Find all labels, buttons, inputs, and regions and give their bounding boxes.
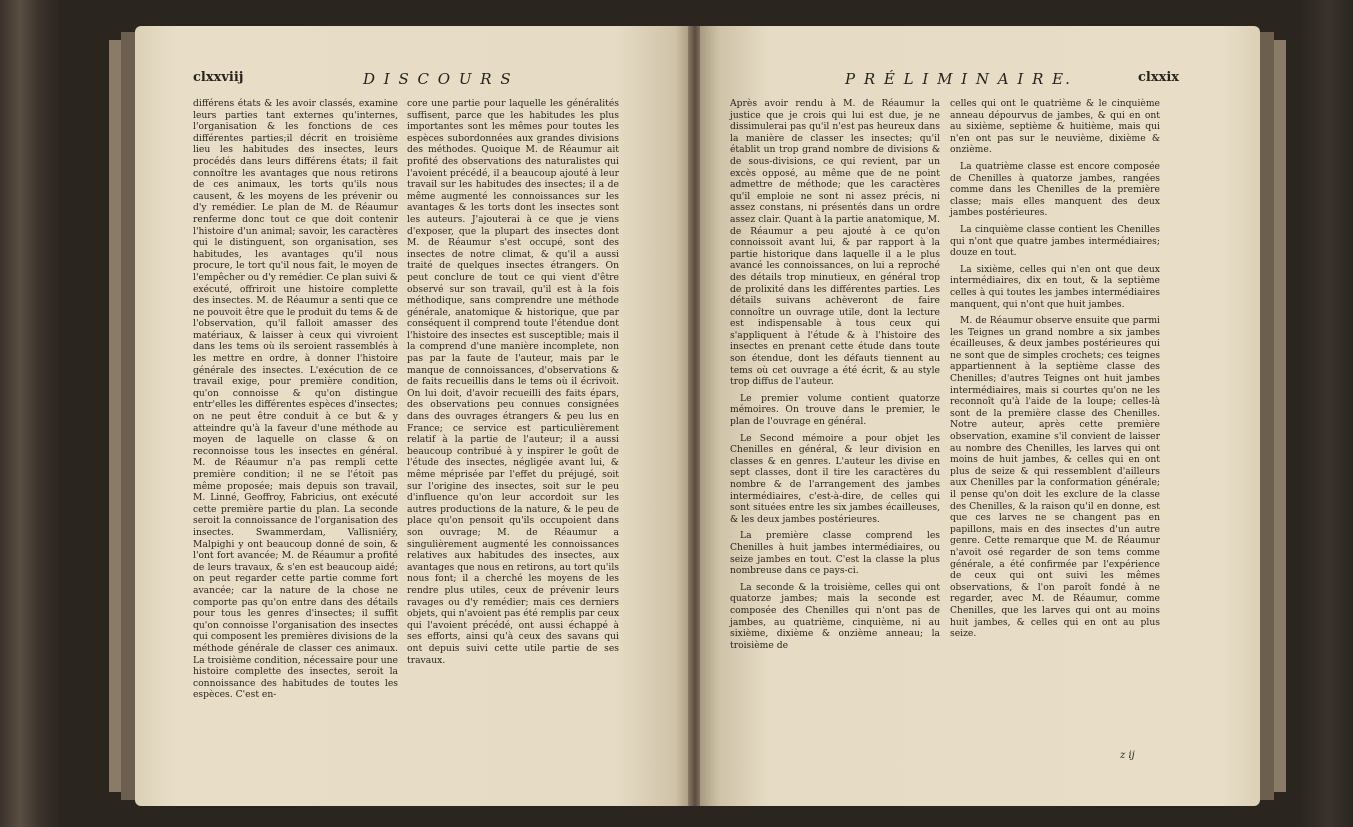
right-col1-paragraph-2: Le premier volume contient quatorze mémoires. On trouve dans le premier, le plan de l'ouvrage en général. (730, 392, 940, 428)
right-folio: clxxix (1138, 70, 1180, 85)
right-page (700, 26, 1260, 806)
right-col2-paragraph-2: La quatrième classe est encore composée de Chenilles à quatorze jambes, rangées comme dans les Chenilles de la première classe; mais elles manquent des deux jambes postérieures. (950, 160, 1160, 219)
left-folio: clxxviij (193, 70, 244, 85)
right-col1-paragraph-4: La première classe comprend les Chenilles à huit jambes intermédiaires, ou seize jambes en tout. C'est la classe la plus nombreuse dans ce pays-ci. (730, 530, 940, 577)
right-col2-paragraph-5: M. de Réaumur observe ensuite que parmi les Teignes un grand nombre a six jambes écailleuses, & deux jambes postérieures qui ne sont que de simples crochets; ces teignes appartiennent à la septième classe des Chenilles; d'autres Teignes ont huit jambes intermédiaires, mais si courtes qu'on ne les reconnoît qu'à l'aide de la loupe; celles-là sont de la première classe des Chenilles. Notre auteur, après cette première observation, examine s'il convient de laisser au nombre des Chenilles, les larves qui ont moins de huit jambes, & celles qui en ont plus de seize & qui ressemblent d'ailleurs aux Chenilles par la conformation générale; il pense qu'on doit les exclure de la classe des Chenilles, & la raison qu'il en donne, est que ces larves ne se changent pas en papillons, mais en des insectes d'un autre genre. Cette remarque que M. de Réaumur n'avoit osé regarder de son tems comme générale, a été confirmée par l'expérience de ceux qui ont suivi les mêmes observations, & l'on paroît fondé à ne regarder, avec M. de Réaumur, comme Chenilles, que les larves qui ont au moins huit jambes, & celles qui en ont au plus seize. (950, 315, 1160, 640)
right-col2-paragraph-3: La cinquième classe contient les Chenilles qui n'ont que quatre jambes intermédiaires; douze en tout. (950, 223, 1160, 259)
left-col2-paragraph: core une partie pour laquelle les généralités suffisent, parce que les habitudes les plus importantes sont les mêmes pour toutes les espèces subordonnées aux grandes divisions des méthodes. Quoique M. de Réaumur ait profité des observations des naturalistes qui l'avoient précédé, il a beaucoup ajouté à leur travail sur les habitudes des insectes; il a de même augmenté les connoissances sur les avantages & les torts dont les insectes sont les auteurs. J'ajouterai à ce que je viens d'exposer, que la plupart des insectes dont M. de Réaumur s'est occupé, sont des insectes de notre climat, & qu'il a aussi traité de quelques insectes étrangers. On peut conclure de tout ce qui vient d'être observé sur son travail, qu'il est à la fois méthodique, sans comprendre une méthode générale, anatomique & historique, que par conséquent il comprend toute l'étendue dont l'histoire des insectes est susceptible; mais il la comprend d'une manière incomplete, non pas par la faute de l'auteur, mais par le manque de connoissances, d'observations & de faits recueillis dans le tems où il écrivoit. On lui doit, d'avoir recueilli des faits épars, des observations peu connues consignées dans des ouvrages étrangers & peu lus en France; ce service est particulièrement relatif à la partie de l'auteur; il a aussi beaucoup contribué à y inspirer le goût de l'étude des insectes, négligée avant lui, & même méprisée par l'effet du préjugé, soit sur l'origine des insectes, soit sur le peu d'influence qu'on leur accordoit sur les autres productions de la nature, & le peu de place qu'on pensoit qu'ils occupoient dans son ouvrage; M. de Réaumur a singulièrement augmenté les connoissances relatives aux habitudes des insectes, aux avantages que nous en retirons, au tort qu'ils nous font; il a cherché les moyens de les rendre plus utiles, ceux de prévenir leurs ravages ou d'y remédier; mais ces derniers objets, qui n'avoient pas été remplis par ceux qui l'avoient précédé, ont aussi échappé à ses efforts, ainsi qu'à ceux des savans qui ont depuis suivi cette utile partie de ses travaux. (407, 98, 619, 666)
right-col1-paragraph-1: Après avoir rendu à M. de Réaumur la justice que je crois qui lui est due, je ne dissimulerai pas qu'il n'est pas heureux dans la manière de classer les insectes; qu'il établit un trop grand nombre de divisions & de sous-divisions, ce qui revient, par un excès opposé, au même que de ne point admettre de méthode; que les caractères qu'il emploie ne sont ni assez précis, ni assez constans, ni présentés dans un ordre assez clair. Quant à la partie anatomique, M. de Réaumur a peu ajouté à ce qu'on connoissoit avant lui, & par rapport à la partie historique dans laquelle il a le plus avancé les connoissances, on lui a reproché des détails trop minutieux, en général trop de prolixité dans les différentes parties. Les détails suivans achèveront de faire connoître un ouvrage utile, dont la lecture est indispensable à tous ceux qui s'appliquent à l'étude & à l'histoire des insectes en prenant cette étude dans toute son étendue, dont les défauts tiennent au tems où cet ouvrage a été écrit, & au style trop diffus de l'auteur. (730, 98, 940, 388)
left-page (135, 26, 690, 806)
right-col1-paragraph-3: Le Second mémoire a pour objet les Chenilles en général, & leur division en classes & en genres. L'auteur les divise en sept classes, dont il tire les caractères du nombre & de l'arrangement des jambes intermédiaires, c'est-à-dire, de celles qui sont situées entre les six jambes écailleuses, & les deux jambes postérieures. (730, 432, 940, 525)
right-col2-paragraph-1: celles qui ont le quatrième & le cinquième anneau dépourvus de jambes, & qui en ont au sixième, septième & huitième, mais qui n'en ont pas sur le neuvième, dixième & onzième. (950, 98, 1160, 156)
left-column-2 (407, 98, 619, 671)
right-col1-paragraph-5: La seconde & la troisième, celles qui ont quatorze jambes; mais la seconde est composée des Chenilles qui n'ont pas de jambes, au quatrième, cinquième, ni au sixième, dixième & onzième anneau; la troisième de (730, 581, 940, 651)
right-column-1 (730, 98, 940, 656)
left-col1-paragraph: différens états & les avoir classés, examine leurs parties tant externes qu'internes, l'organisation & les fonctions de ces différentes parties;il décrit en troisième lieu les habitudes des insectes, leurs procédés dans leurs différens états; il fait connoître les avantages que nous retirons de ces animaux, les torts qu'ils nous causent, & les moyens de les prévenir ou d'y remédier. Le plan de M. de Réaumur renferme donc tout ce que doit contenir l'histoire d'un animal; savoir, les caractères qui le distinguent, son organisation, ses habitudes, les avantages qu'il nous procure, le tort qu'il nous fait, le moyen de l'empêcher ou d'y remédier. Ce plan suivi & exécuté, offriroit une histoire complette des insectes. M. de Réaumur a senti que ce ne pouvoit être que le produit du tems & de l'observation, qu'il falloit amasser des matériaux, & laisser à ceux qui vivroient dans les tems où ils seroient rassemblés à les mettre en ordre, à donner l'histoire générale des insectes. L'exécution de ce travail exige, pour première condition, qu'on connoisse & qu'on distingue entr'elles les différentes espèces d'insectes; on ne peut être conduit à ce but & y atteindre qu'à la faveur d'une méthode au moyen de laquelle on classe & on reconnoisse tous les insectes en général. M. de Réaumur n'a pas rempli cette première condition; il ne se l'étoit pas même proposée; mais depuis son travail, M. Linné, Geoffroy, Fabricius, ont exécuté cette première partie du plan. La seconde seroit la connoissance de l'organisation des insectes. Swammerdam, Vallisniéry, Malpighi y ont beaucoup donné de soin, & l'ont fort avancée; M. de Réaumur a profité de leurs travaux, & s'en est beaucoup aidé; on peut regarder cette partie comme fort avancée; car la nature de la chose ne comporte pas qu'on entre dans des détails pour tous les genres d'insectes; il suffit qu'on connoisse l'organisation des insectes qui composent les premières divisions de la méthode générale de classer ces animaux. La troisième condition, nécessaire pour une histoire complette des insectes, seroit la connoissance des habitudes de toutes les espèces. C'est en- (193, 98, 398, 701)
right-col2-paragraph-4: La sixième, celles qui n'en ont que deux intermédiaires, dix en tout, & la septième celles à qui toutes les jambes intermédiaires manquent, qui n'ont que huit jambes. (950, 263, 1160, 310)
right-running-head: P R É L I M I N A I R E. (845, 70, 1072, 88)
signature-mark: z ij (1120, 750, 1135, 761)
left-column-1 (193, 98, 398, 706)
right-column-2 (950, 98, 1160, 645)
left-running-head: D I S C O U R S (363, 70, 513, 88)
